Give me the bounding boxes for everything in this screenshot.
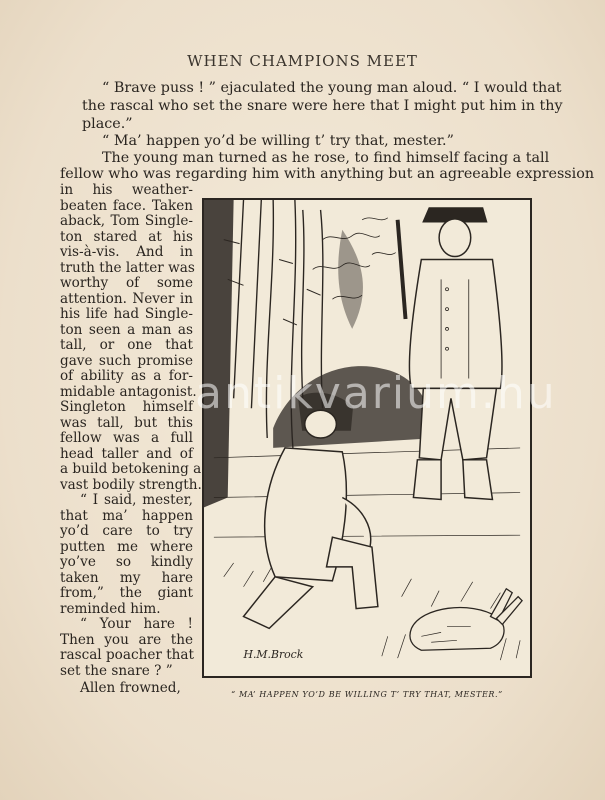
column-line: truth the latter was xyxy=(60,259,195,276)
column-line: a build betokening a xyxy=(60,461,202,477)
column-line: midable antagonist. xyxy=(60,383,197,400)
column-line: “ I said, mester, xyxy=(80,492,193,508)
column-line: beaten face. Taken xyxy=(60,197,193,214)
column-line: worthy of some xyxy=(60,275,193,291)
column-line: yo’ve so kindly xyxy=(60,554,193,570)
text-line: The young man turned as he rose, to find himself facing a tall xyxy=(102,150,550,166)
column-line: that ma’ happen xyxy=(60,507,193,524)
column-line: yo’d care to try xyxy=(60,523,193,539)
column-line: was tall, but this xyxy=(60,414,193,431)
text-line: “ Brave puss ! ” ejaculated the young man aloud. “ I would that xyxy=(102,80,562,96)
illustration xyxy=(202,198,532,678)
column-line: vast bodily strength. xyxy=(60,476,202,493)
column-line: gave such promise xyxy=(60,352,193,369)
text-line: fellow who was regarding him with anything but an agreeable expression xyxy=(60,166,595,182)
column-line: aback, Tom Single- xyxy=(60,213,193,229)
column-line: from,” the giant xyxy=(60,585,193,601)
watermark: antikvarium.hu xyxy=(195,368,557,419)
column-line: vis-à-vis. And in xyxy=(60,244,193,260)
column-line: Singleton himself xyxy=(60,399,193,415)
column-line: attention. Never in xyxy=(60,290,193,307)
column-line: Allen frowned, xyxy=(80,680,181,696)
column-line: rascal poacher that xyxy=(60,647,194,663)
column-line: ton seen a man as xyxy=(60,321,193,338)
column-line: taken my hare xyxy=(60,569,193,586)
text-line: place.” xyxy=(82,116,133,132)
text-line: “ Ma’ happen yo’d be willing t’ try that, mester.” xyxy=(102,133,454,149)
column-line: his life had Single- xyxy=(60,306,193,322)
column-line: of ability as a for- xyxy=(60,368,193,384)
column-line: tall, or one that xyxy=(60,337,193,353)
column-line: fellow was a full xyxy=(60,430,193,446)
running-head: WHEN CHAMPIONS MEET xyxy=(187,52,418,70)
artist-signature: H.M.Brock xyxy=(243,648,304,662)
column-line: reminded him. xyxy=(60,600,161,617)
column-line: putten me where xyxy=(60,538,193,555)
column-line: head taller and of xyxy=(60,445,193,462)
illustration-caption: “ MA’ HAPPEN YO’D BE WILLING T’ TRY THAT, MESTER.” xyxy=(231,690,503,699)
column-line: in his weather- xyxy=(60,182,193,198)
column-line: Then you are the xyxy=(60,631,193,648)
column-line: ton stared at his xyxy=(60,228,193,245)
text-line: the rascal who set the snare were here that I might put him in thy xyxy=(82,98,563,114)
column-line: set the snare ? ” xyxy=(60,662,173,679)
illustration-drawing xyxy=(204,200,530,676)
column-line: “ Your hare ! xyxy=(80,616,193,632)
